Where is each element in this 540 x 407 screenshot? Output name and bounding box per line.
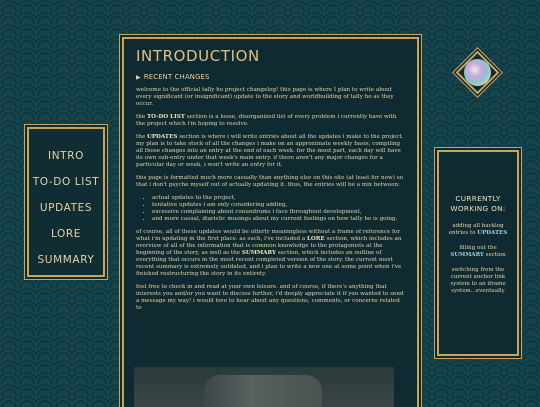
nav-item-updates[interactable]: UPDATES — [39, 202, 93, 214]
partial-image — [134, 367, 394, 407]
list-item: • actual updates to the project, — [152, 195, 405, 202]
intro-paragraph: welcome to the official tally ho project changelog! this page is where I plan to write about every significant (or insignificant) update to the story and worldbuilding of tally ho as they occur. — [136, 87, 394, 108]
updates-paragraph: the UPDATES section is where i will write entries about all the updates i make to the project. my plan is to take stock of all the changes i make on an approximate weekly basis, compiling all those changes into an entry at the end of each week. for the most part, each day will have its own sub-entry under that week's main entry. if there aren't any major changes for a particular day or week, i won't write an entry for it. — [136, 133, 404, 169]
currently-working-panel — [437, 150, 519, 356]
left-nav — [27, 127, 105, 277]
todo-list-mention: TO-DO LIST — [146, 113, 185, 120]
format-paragraph: this page is formatted much more casually than anything else on this site (at least for now) so that i don't psyche myself out of actually updating it. thus, the entries will be a mix between: — [136, 174, 403, 188]
contact-paragraph: feel free to check in and read at your own leisure. and of course, if there's anything that interests you and/or you want to discuss further, i'd deeply appreciate it if you wanted to send a message my way! i would love to hear about any questions, comments, or concerns related to — [136, 284, 404, 312]
nav-item-lore[interactable]: LORE — [50, 228, 82, 240]
list-item: • excessive complaining about conundrums i face throughout development, — [152, 209, 405, 216]
todo-paragraph: the TO-DO LIST section is a loose, disorganized list of every problem i currently have with the project which i'm hoping to resolve. — [136, 113, 397, 127]
working-item: switching from the current anchor link system to an iframe system...eventually — [450, 267, 506, 294]
entry-type-list — [136, 195, 405, 224]
list-item: • tentative updates i am only considering adding, — [152, 202, 405, 209]
working-item: filling out the SUMMARY section — [450, 245, 506, 258]
updates-mention: UPDATES — [477, 230, 508, 236]
summary-mention: SUMMARY — [241, 250, 276, 257]
page-title: INTRODUCTION — [136, 47, 260, 65]
nav-item-intro[interactable]: INTRO — [48, 150, 84, 162]
main-panel — [122, 37, 419, 407]
lore-mention: LORE — [306, 236, 325, 242]
currently-working-heading: CURRENTLY WORKING ON: — [450, 194, 506, 213]
updates-mention: UPDATES — [146, 133, 178, 140]
iridescent-orb-icon — [464, 59, 491, 86]
main-scroll-area[interactable] — [124, 39, 417, 313]
expand-triangle-icon: ▶ — [136, 74, 141, 81]
nav-item-summary[interactable]: SUMMARY — [37, 254, 95, 266]
recent-changes-toggle[interactable] — [136, 73, 405, 81]
reference-paragraph: of course, all of these updates would be utterly meaningless without a frame of reference for what i'm updating in the first place. as such, i've included a LORE section, which includes an overview of all of the information that is common knowledge to the protagonists at the beginning of the story, as well as the SUMMARY section, which includes an outline of everything that occurs in the most recent completed version of the story. the current most recent summary is extremely outdated, and i plan to write a new one at some point when i've finished restructuring the story in its entirety. — [136, 228, 402, 278]
nav-item-todo-list[interactable]: TO-DO LIST — [32, 176, 100, 188]
recent-changes-label: RECENT CHANGES — [143, 73, 210, 81]
working-item: adding all backlog entries to UPDATES — [448, 223, 508, 236]
summary-mention: SUMMARY — [450, 252, 484, 258]
list-item: • and more casual, diaristic musings about my current feelings on how tally ho is going. — [152, 216, 405, 223]
